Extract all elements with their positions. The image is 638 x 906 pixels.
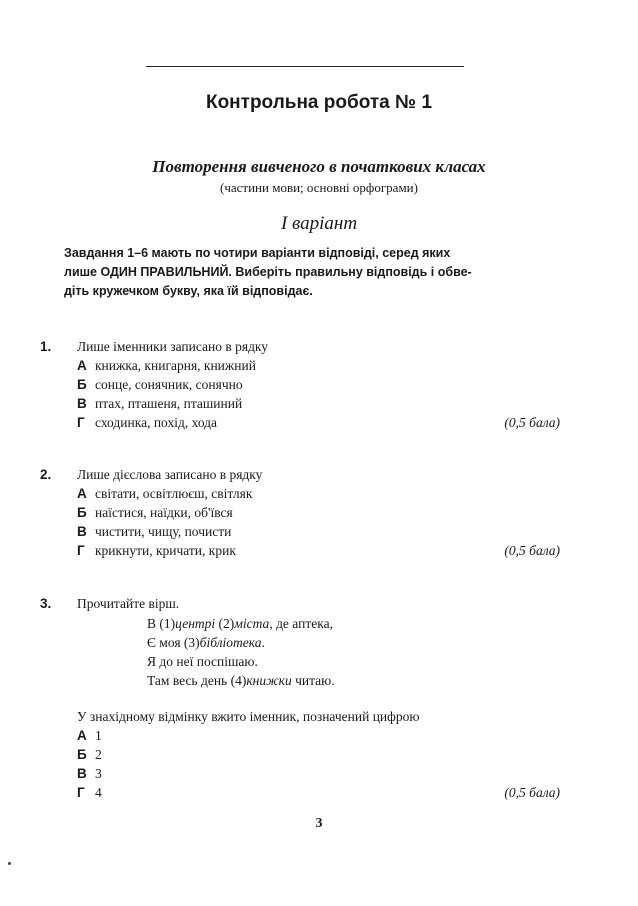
poem-text: , де аптека, [269,616,333,631]
question-stem: Лише іменники записано в рядку [77,339,269,354]
answer-option-h[interactable] [77,415,256,434]
question-stem: Прочитайте вірш. [77,596,180,611]
option-text: книжка, книгарня, книжний [95,358,256,373]
question-stem: Лише дієслова записано в рядку [77,467,263,482]
option-text: сходинка, похід, хода [95,415,218,430]
option-letter: Г [77,543,85,558]
answer-option-a[interactable] [77,358,256,377]
option-letter: Б [77,505,87,520]
option-letter: В [77,766,87,781]
option-letter: В [77,524,87,539]
scan-speck [8,862,11,865]
answer-option-v[interactable] [77,524,252,543]
answer-option-b[interactable] [77,747,102,766]
option-letter: Б [77,377,87,392]
option-text: сонце, сонячник, сонячно [95,377,243,392]
answer-option-h[interactable] [77,785,102,804]
option-letter: Г [77,785,85,800]
answer-options [77,486,252,562]
answer-option-v[interactable] [77,766,102,785]
question-score: (0,5 бала) [504,785,560,800]
option-letter: В [77,396,87,411]
poem-text: Є моя (3) [147,635,200,650]
option-text: 1 [95,728,102,743]
question-stem: У знахідному відмінку вжито іменник, позначений цифрою [77,709,420,724]
poem-italic: бібліотека [199,635,262,650]
answer-option-h[interactable] [77,543,252,562]
instructions-line: Завдання 1–6 мають по чотири варіанти відповіді, серед яких [64,246,451,260]
variant-heading: I варіант [280,213,358,234]
option-letter: Б [77,747,87,762]
page-number: 3 [315,816,323,831]
top-rule [146,66,464,67]
poem-italic: центрі [175,616,216,631]
section-note: (частини мови; основні орфограми) [220,180,418,195]
poem-line [147,635,467,654]
option-letter: А [77,728,87,743]
answer-options [77,728,102,804]
poem-text: В (1) [147,616,176,631]
poem-line [147,654,467,673]
answer-option-b[interactable] [77,505,252,524]
answer-option-a[interactable] [77,486,252,505]
option-text: крикнути, кричати, крик [95,543,236,558]
poem-text: читаю. [291,673,335,688]
answer-option-a[interactable] [77,728,102,747]
instructions-line: лише ОДИН ПРАВИЛЬНИЙ. Виберіть правильну відповідь і обве- [64,265,472,279]
option-text: 3 [95,766,102,781]
answer-options [77,358,256,434]
poem-text: Там весь день (4) [147,673,247,688]
poem [147,616,467,692]
option-text: наїстися, наїдки, об'ївся [95,505,233,520]
answer-option-b[interactable] [77,377,256,396]
page-title: Контрольна робота № 1 [205,92,433,113]
answer-option-v[interactable] [77,396,256,415]
option-text: птах, пташеня, пташиний [95,396,243,411]
poem-italic: міста [234,616,270,631]
option-text: світати, освітлюєш, світляк [95,486,253,501]
question-number: 2. [40,467,52,482]
option-letter: А [77,358,87,373]
section-subtitle: Повторення вивченого в початкових класах [152,157,486,176]
option-letter: Г [77,415,85,430]
option-text: 4 [95,785,102,800]
question-score: (0,5 бала) [504,415,560,430]
option-text: чистити, чищу, почисти [95,524,232,539]
option-text: 2 [95,747,102,762]
poem-line [147,616,467,635]
instructions-line: діть кружечком букву, яка їй відповідає. [64,284,313,298]
question-score: (0,5 бала) [504,543,560,558]
poem-italic: книжки [246,673,292,688]
question-number: 3. [40,596,52,611]
option-letter: А [77,486,87,501]
question-number: 1. [40,339,52,354]
poem-text: . [261,635,265,650]
poem-text: Я до неї поспішаю. [147,654,258,669]
poem-line [147,673,467,692]
poem-text: (2) [215,616,235,631]
instructions [64,244,559,301]
